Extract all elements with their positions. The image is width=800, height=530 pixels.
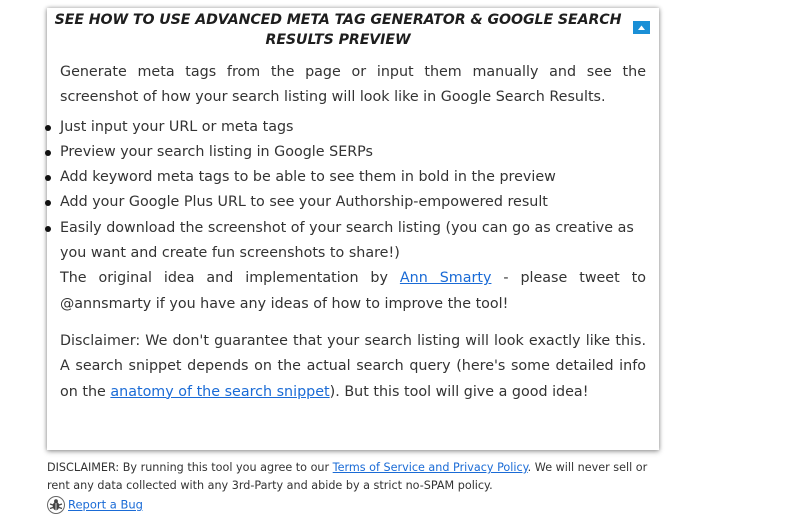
list-item [60,216,646,267]
terms-link[interactable]: Terms of Service and Privacy Policy [332,461,528,474]
footer-prefix: DISCLAIMER: By running this tool you agree to our [47,461,333,474]
panel-title: SEE HOW TO USE ADVANCED META TAG GENERATOR & GOOGLE SEARCH RESULTS PREVIEW [54,12,622,48]
bullet-icon [45,175,51,181]
credit-prefix: The original idea and implementation by [60,270,400,287]
feature-text: Preview your search listing in Google SERPs [60,143,373,160]
panel-content [60,60,646,405]
feature-text: Add your Google Plus URL to see your Authorship-empowered result [60,194,548,211]
list-item [60,140,646,165]
footer-disclaimer [47,459,667,495]
feature-text: Add keyword meta tags to be able to see them in bold in the preview [60,169,556,186]
intro-text: Generate meta tags from the page or input them manually and see the screenshot of how your search listing will look like in Google Search Results. [60,64,646,106]
author-link[interactable]: Ann Smarty [399,270,492,287]
bullet-icon [45,150,51,156]
feature-list [60,115,646,267]
disclaimer-prefix: Disclaimer: We don't guarantee that your search listing will look exactly like this. A search snippet depends on the actual search query (here's some detailed info on the [60,332,646,400]
info-panel [47,8,659,450]
triangle-up-icon [633,21,650,34]
collapse-button[interactable] [633,21,650,34]
credit-suffix: - please tweet to @annsmarty if you have any ideas of how to improve the tool! [60,270,646,312]
report-bug-link[interactable]: Report a Bug [68,497,143,512]
feature-text: Easily download the screenshot of your search listing (you can go as creative as you want and create fun screenshots to share!) [60,219,634,262]
footer-suffix: . We will never sell or rent any data collected with any 3rd-Party and abide by a strict no-SPAM policy. [47,461,648,492]
disclaimer-suffix: ). But this tool will give a good idea! [329,383,589,400]
anatomy-link[interactable]: anatomy of the search snippet [110,383,330,400]
list-item [60,115,646,140]
bullet-icon [45,200,51,206]
list-item [60,190,646,215]
bullet-icon [45,226,51,232]
report-bug-row [47,494,143,514]
bullet-icon [45,125,51,131]
feature-text: Just input your URL or meta tags [60,118,294,135]
disclaimer-text [60,329,646,405]
bug-icon [47,496,65,514]
credit-text [60,266,646,317]
list-item [60,165,646,190]
